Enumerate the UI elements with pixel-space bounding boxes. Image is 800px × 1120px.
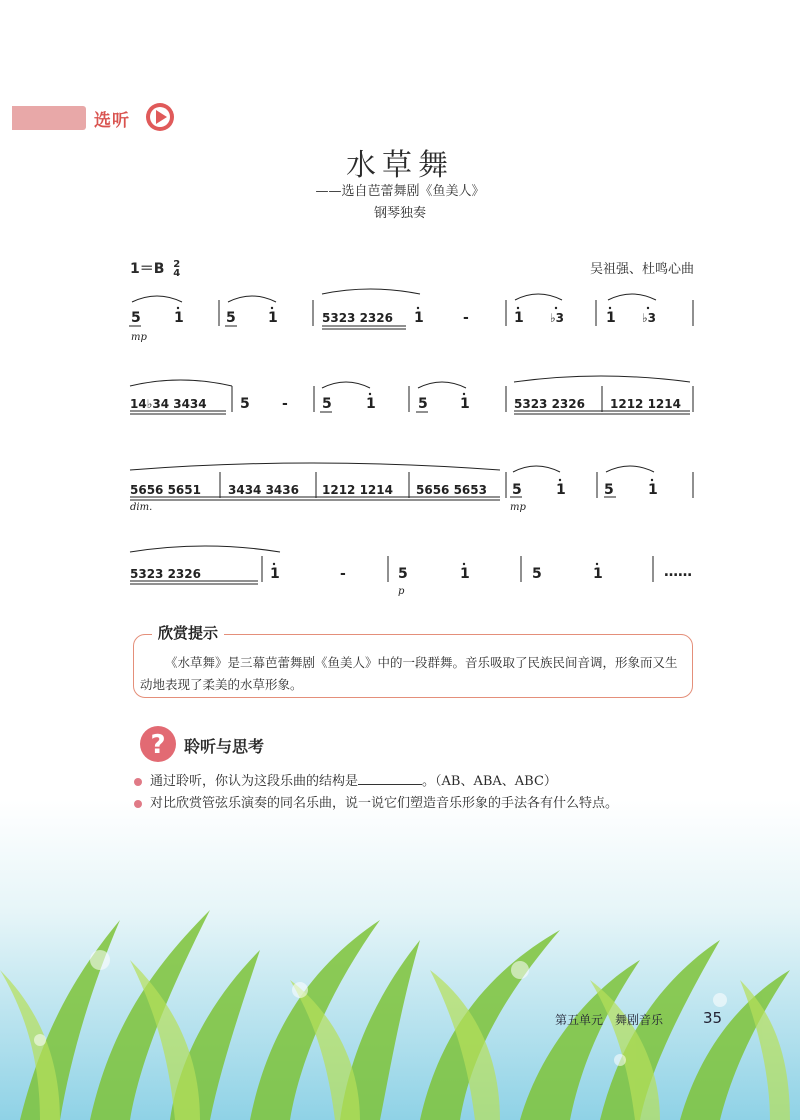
svg-text:5: 5 [532, 566, 542, 582]
svg-text:♭3: ♭3 [642, 311, 657, 325]
svg-text:-: - [340, 566, 346, 582]
hint-title: 欣赏提示 [152, 622, 224, 643]
svg-text:1212 1214: 1212 1214 [610, 397, 681, 411]
song-subtitle: ——选自芭蕾舞剧《鱼美人》 [315, 184, 485, 199]
performance-type: 钢琴独奏 [373, 206, 426, 221]
listen-think-title: 聆听与思考 [184, 737, 265, 756]
dynamic-mp-2: mp [510, 502, 526, 513]
svg-text:1: 1 [606, 310, 616, 326]
grass-background [0, 800, 800, 1120]
question-icon [138, 724, 178, 764]
svg-text:5323 2326: 5323 2326 [322, 311, 393, 325]
svg-text:14♭34 3434: 14♭34 3434 [130, 397, 207, 411]
svg-text:1: 1 [414, 310, 424, 326]
key-signature: 1＝B 2 4 [130, 259, 181, 279]
answer-blank[interactable] [358, 772, 422, 785]
svg-text:1: 1 [593, 566, 603, 582]
svg-text:♭3: ♭3 [550, 311, 565, 325]
svg-text:5: 5 [512, 482, 522, 498]
svg-text:1: 1 [366, 396, 376, 412]
dynamic-p: p [398, 586, 405, 597]
svg-text:5: 5 [240, 396, 250, 412]
svg-text:5: 5 [398, 566, 408, 582]
svg-text:1: 1 [460, 566, 470, 582]
svg-text:1212 1214: 1212 1214 [322, 483, 393, 497]
dynamic-dim: dim. [130, 502, 153, 513]
svg-text:1: 1 [174, 310, 184, 326]
svg-text:-: - [282, 396, 288, 412]
svg-text:1: 1 [556, 482, 566, 498]
unit-label: 第五单元 舞剧音乐 [555, 1013, 664, 1027]
svg-text:5: 5 [322, 396, 332, 412]
svg-text:5: 5 [131, 310, 141, 326]
bullet-icon [134, 778, 142, 786]
svg-text:5: 5 [418, 396, 428, 412]
time-signature-bottom: 4 [173, 268, 181, 279]
svg-text:1: 1 [460, 396, 470, 412]
page-number: 35 [703, 1009, 723, 1027]
svg-text:1: 1 [268, 310, 278, 326]
time-signature-top: 2 [173, 259, 181, 270]
question-2: 对比欣赏管弦乐演奏的同名乐曲，说一说它们塑造音乐形象的手法各有什么特点。 [134, 792, 734, 811]
hint-text: 《水草舞》是三幕芭蕾舞剧《鱼美人》中的一段群舞。音乐吸取了民族民间音调，形象而又生动地表现了柔美的水草形象。 [140, 655, 678, 692]
section-tag-label: 选听 [94, 111, 130, 131]
svg-text:5656 5653: 5656 5653 [416, 483, 487, 497]
svg-text:5: 5 [226, 310, 236, 326]
svg-text:1: 1 [648, 482, 658, 498]
composer: 吴祖强、杜鸣心曲 [589, 262, 694, 277]
svg-text:?: ? [150, 730, 166, 760]
svg-text:5323 2326: 5323 2326 [130, 567, 201, 581]
svg-text:5: 5 [604, 482, 614, 498]
score-ending: …… [664, 564, 692, 580]
svg-text:1: 1 [270, 566, 280, 582]
question-1: 通过聆听，你认为这段乐曲的结构是 。（AB、ABA、ABC） [134, 770, 734, 789]
song-title: 水草舞 [346, 148, 454, 183]
bullet-icon [134, 800, 142, 808]
svg-text:-: - [463, 310, 469, 326]
dynamic-mp: mp [131, 332, 147, 343]
svg-text:5323 2326: 5323 2326 [514, 397, 585, 411]
svg-text:5656 5651: 5656 5651 [130, 483, 201, 497]
svg-text:1: 1 [514, 310, 524, 326]
svg-text:3434 3436: 3434 3436 [228, 483, 299, 497]
